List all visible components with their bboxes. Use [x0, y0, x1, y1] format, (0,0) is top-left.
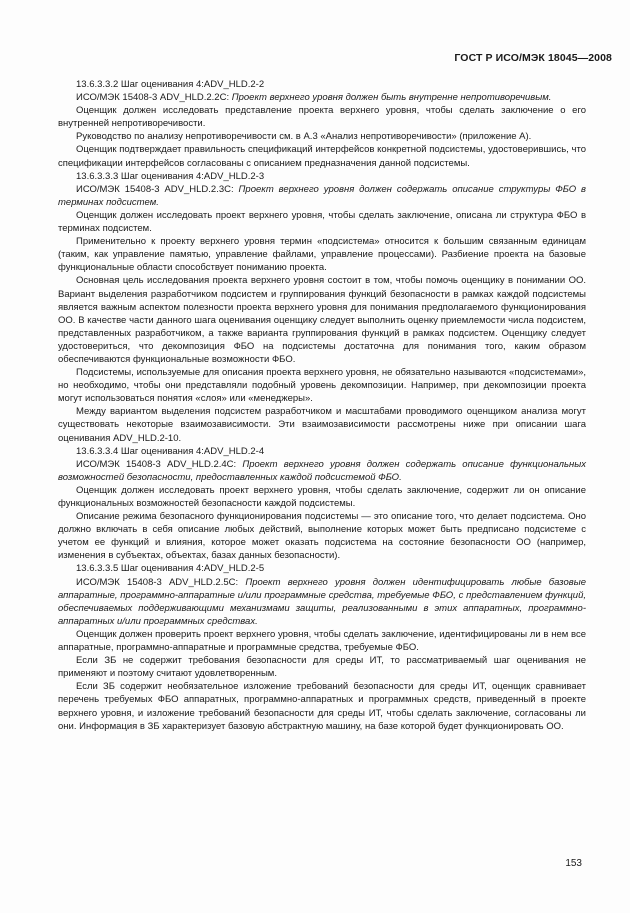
text-paragraph: Оценщик должен исследовать проект верхнего уровня, чтобы сделать заключение, описана ли структура ФБО в терминах подсистем.	[58, 209, 586, 235]
text-paragraph: Оценщик должен исследовать представление проекта верхнего уровня, чтобы сделать заключение о его внутренней непротиворечивости.	[58, 105, 586, 130]
text-paragraph: Основная цель исследования проекта верхнего уровня состоит в том, чтобы помочь оценщику в понимании ОО. Вариант выделения разработчиком подсистем и группирования функций безопасности в рамках каждой подсистемы является важным аспектом полезности проекта верхнего уровня для понимания предполагаемого функционирования ОО. В качестве части данного шага оценивания оценщику следует выполнить оценку приемлемости числа подсистем, представленных разработчиком, а также варианта группирования функций в рамках подсистем. Оценщику следует удостовериться, что декомпозиция ФБО на подсистемы достаточна для понимания того, каким образом обеспечиваются функциональные возможности ФБО.	[58, 275, 586, 365]
requirement-paragraph: ИСО/МЭК 15408-3 ADV_HLD.2.4С: Проект верхнего уровня должен содержать описание функциональных возможностей безопасности, предоставленных каждой подсистемой ФБО.	[58, 458, 586, 483]
text-paragraph: Применительно к проекту верхнего уровня термин «подсистема» относится к большим связанным единицам (таким, как управление памятью, управление файлами, управление процессами). Разбиение проекта на базовые функциональные области способствует пониманию проекта.	[58, 236, 586, 274]
requirement-paragraph: ИСО/МЭК 15408-3 ADV_HLD.2.5С: Проект верхнего уровня должен идентифицировать любые базовые аппаратные, программно-аппаратные и/или программные средства, требуемые ФБО, с представлением функций, обеспечиваемых поддерживающими механизмами защиты, реализованными в этих аппаратных, программно-аппаратных и/или программных средствах.	[58, 576, 587, 627]
text-paragraph: Если ЗБ содержит необязательное изложение требований безопасности для среды ИТ, оценщик сравнивает перечень требуемых ФБО аппаратных, программно-аппаратных и программных средств, приведенный в проекте верхнего уровня, и изложение требований безопасности для среды ИТ, чтобы сделать заключение, согласованы ли они. Информация в ЗБ характеризует базовую абстрактную машину, на базе которой будет функционировать ОО.	[58, 681, 586, 732]
document-body	[58, 78, 586, 733]
text-paragraph: Оценщик подтверждает правильность спецификаций интерфейсов конкретной подсистемы, удостоверившись, что спецификации интерфейсов согласованы с описанием предназначения данной подсистемы.	[58, 144, 586, 169]
text-paragraph: Между вариантом выделения подсистем разработчиком и масштабами проводимого оценщиком анализа могут существовать некоторые взаимозависимости. Эти взаимозависимости рассмотрены ниже при описании шага оценивания ADV_HLD.2-10.	[58, 406, 586, 444]
standard-header: ГОСТ Р ИСО/МЭК 18045—2008	[454, 52, 612, 64]
requirement-paragraph: ИСО/МЭК 15408-3 ADV_HLD.2.3С: Проект верхнего уровня должен содержать описание структуры ФБО в терминах подсистем.	[58, 183, 586, 208]
requirement-paragraph: ИСО/МЭК 15408-3 ADV_HLD.2.2С: Проект верхнего уровня должен быть внутренне непротиворечивым.	[76, 92, 552, 104]
text-paragraph: Оценщик должен проверить проект верхнего уровня, чтобы сделать заключение, идентифицированы ли в нем все аппаратные, программно-аппаратные и программные средства, требуемые ФБО.	[58, 628, 586, 654]
text-paragraph: Подсистемы, используемые для описания проекта верхнего уровня, не обязательно называются «подсистемами», но необходимо, чтобы они представляли подобный уровень декомпозиции. Например, при декомпозиции проекта могут использоваться понятия «слоя» или «менеджеры».	[58, 367, 586, 405]
text-paragraph: Описание режима безопасного функционирования подсистемы — это описание того, что делает подсистема. Оно должно включать в себя описание любых действий, выполнение которых может быть предписано подсистеме с учетом ее функций и влияния, которое может оказать подсистема на состояние безопасности ОО (например, изменения в субъектах, объектах, базах данных безопасности).	[58, 511, 586, 562]
step-heading: 13.6.3.3.3 Шаг оценивания 4:ADV_HLD.2-3	[76, 170, 265, 182]
step-heading: 13.6.3.3.4 Шаг оценивания 4:ADV_HLD.2-4	[76, 445, 265, 457]
text-paragraph: Если ЗБ не содержит требования безопасности для среды ИТ, то рассматриваемый шаг оценивания не применяют и поэтому считают удовлетворенным.	[58, 655, 586, 680]
page-number: 153	[565, 858, 582, 869]
text-paragraph: Оценщик должен исследовать проект верхнего уровня, чтобы сделать заключение, содержит ли он описание функциональных возможностей безопасности каждой подсистемы.	[58, 484, 586, 509]
step-heading: 13.6.3.3.5 Шаг оценивания 4:ADV_HLD.2-5	[76, 563, 265, 575]
step-heading: 13.6.3.3.2 Шаг оценивания 4:ADV_HLD.2-2	[76, 79, 265, 90]
text-paragraph: Руководство по анализу непротиворечивости см. в А.3 «Анализ непротиворечивости» (приложение А).	[76, 131, 532, 143]
